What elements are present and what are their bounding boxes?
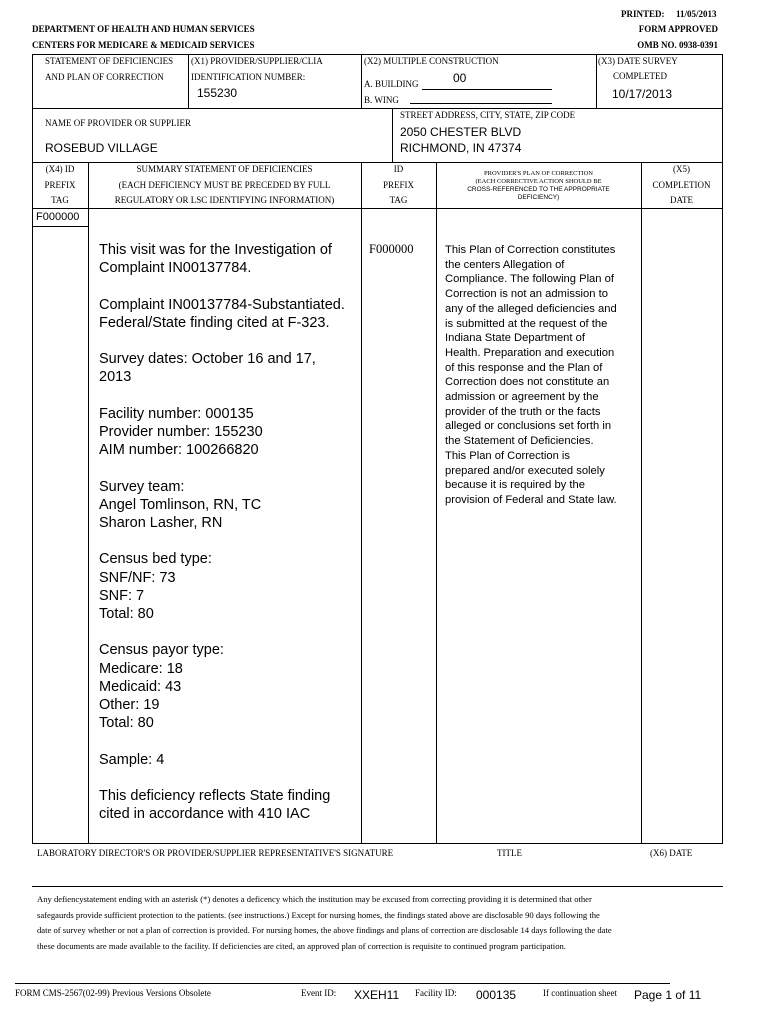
x1-label-line2: IDENTIFICATION NUMBER: <box>191 72 306 82</box>
provider-name-label: NAME OF PROVIDER OR SUPPLIER <box>45 118 192 128</box>
form-approved-label: FORM APPROVED <box>638 24 718 34</box>
omb-number: OMB NO. 0938-0391 <box>637 40 718 50</box>
x4-header-line2: PREFIX <box>44 180 76 190</box>
event-id-label: Event ID: <box>301 988 337 998</box>
x3-label-line1: (X3) DATE SURVEY <box>598 56 678 66</box>
x2-label: (X2) MULTIPLE CONSTRUCTION <box>364 56 499 66</box>
building-value: 00 <box>453 71 467 85</box>
address-label: STREET ADDRESS, CITY, STATE, ZIP CODE <box>400 110 576 120</box>
survey-date-value: 10/17/2013 <box>612 87 673 101</box>
summary-header-line2: (EACH DEFICIENCY MUST BE PRECEDED BY FULL <box>118 180 331 190</box>
address-line-2: RICHMOND, IN 47374 <box>400 141 522 155</box>
provider-id-value: 155230 <box>197 86 238 100</box>
x1-label-line1: (X1) PROVIDER/SUPPLIER/CLIA <box>191 56 323 66</box>
plan-header-line3: CROSS-REFERENCED TO THE APPROPRIATE <box>467 186 610 193</box>
summary-paragraph: Complaint IN00137784-Substantiated. Federal/State finding cited at F-323. <box>99 296 345 331</box>
x4-header-line3: TAG <box>51 195 69 205</box>
x3-label-line2: COMPLETED <box>613 71 667 81</box>
summary-paragraph: This deficiency reflects State finding cited in accordance with 410 IAC <box>99 787 331 823</box>
statement-label-line2: AND PLAN OF CORRECTION <box>45 72 164 82</box>
department-title: DEPARTMENT OF HEALTH AND HUMAN SERVICES <box>32 24 255 34</box>
statement-label-line1: STATEMENT OF DEFICIENCIES <box>45 56 174 66</box>
summary-header-line3: REGULATORY OR LSC IDENTIFYING INFORMATION) <box>114 195 335 205</box>
event-id-value: XXEH11 <box>354 988 400 1002</box>
plan-header-line1: PROVIDER'S PLAN OF CORRECTION <box>484 170 593 177</box>
disclaimer-text: Any defiencystatement ending with an asterisk (*) denotes a deficency which the institution may be excused from correcting providing it is determined that other safegaurds provide sufficient protection to the patients. (see instructions.) Except for nursing homes, the findings stated above are disclosable 90 days following the date of survey whether or not a plan of correction is provided. For nursing homes, the above findings and plans of correction are disclosable 14 days following the date these documents are made available to the facility. If deficiencies are cited, an approved plan of correction is requisite to continued program participation. <box>37 894 612 951</box>
form-id: FORM CMS-2567(02-99) Previous Versions Obsolete <box>15 988 211 998</box>
provider-name-value: ROSEBUD VILLAGE <box>45 141 158 155</box>
cms-title: CENTERS FOR MEDICARE & MEDICAID SERVICES <box>32 40 255 50</box>
page-number: Page 1 of 11 <box>634 988 702 1002</box>
continuation-label: If continuation sheet <box>543 988 617 998</box>
plan-header-line2: (EACH CORRECTIVE ACTION SHOULD BE <box>475 178 602 185</box>
printed-date: 11/05/2013 <box>676 9 717 19</box>
id-header-line3: TAG <box>389 195 408 205</box>
left-tag: F000000 <box>36 211 80 223</box>
summary-statement <box>99 241 349 823</box>
x4-header-line1: (X4) ID <box>45 164 75 174</box>
x5-header-line2: COMPLETION <box>652 180 711 190</box>
facility-id-value: 000135 <box>476 988 517 1002</box>
summary-paragraph: Facility number: 000135 Provider number: 155230 AIM number: 100266820 <box>99 405 263 459</box>
plan-of-correction-text: This Plan of Correction constitutes the centers Allegation of Compliance. The following Plan of Correction is not an admission to any of the alleged deficiencies and is submitted at the request of the Indiana State Department of Health. Preparation and execution of this response and the Plan of Correction does not constitute an admission or agreement by the provider of the truth or the facts alleged or conclusions set forth in the Statement of Deficiencies. This Plan of Correction is prepared and/or executed solely because it is required by the provision of Federal and State law. <box>445 244 617 506</box>
summary-paragraph: Survey dates: October 16 and 17, 2013 <box>99 351 316 386</box>
summary-paragraph: Census bed type: SNF/NF: 73 SNF: 7 Total: 80 <box>99 551 212 622</box>
summary-paragraph: Census payor type: Medicare: 18 Medicaid: 43 Other: 19 Total: 80 <box>99 642 224 732</box>
right-tag: F000000 <box>369 242 414 256</box>
id-header-line2: PREFIX <box>382 180 414 190</box>
title-label: TITLE <box>497 848 522 858</box>
building-label: A. BUILDING <box>364 79 419 89</box>
summary-header-line1: SUMMARY STATEMENT OF DEFICIENCIES <box>136 164 313 174</box>
x5-header-line1: (X5) <box>673 164 690 174</box>
summary-paragraph: Sample: 4 <box>99 751 165 768</box>
signature-label: LABORATORY DIRECTOR'S OR PROVIDER/SUPPLIER REPRESENTATIVE'S SIGNATURE <box>37 848 394 858</box>
plan-header-line4: DEFICIENCY) <box>517 194 560 201</box>
facility-id-label: Facility ID: <box>415 988 457 998</box>
printed-label: PRINTED: <box>621 9 665 19</box>
address-line-1: 2050 CHESTER BLVD <box>400 125 522 139</box>
summary-paragraph: Survey team: Angel Tomlinson, RN, TC Sharon Lasher, RN <box>99 478 262 531</box>
x6-date-label: (X6) DATE <box>650 848 693 858</box>
wing-label: B. WING <box>364 95 399 105</box>
id-header-line1: ID <box>393 164 404 174</box>
x5-header-line3: DATE <box>670 195 693 205</box>
summary-paragraph: This visit was for the Investigation of Complaint IN00137784. <box>99 242 332 277</box>
